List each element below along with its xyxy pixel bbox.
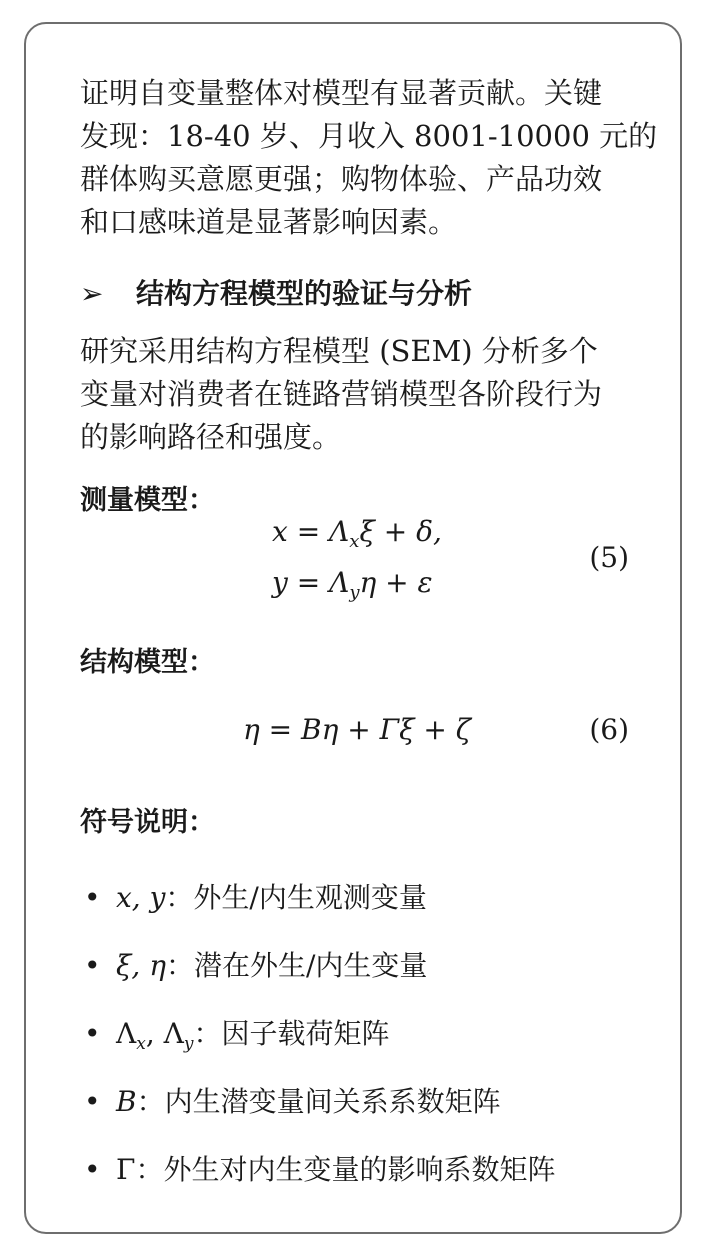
list-item <box>80 946 640 1014</box>
description-line: 变量对消费者在链路营销模型各阶段行为 <box>80 377 603 411</box>
bullet-icon: • <box>84 1085 101 1118</box>
symbol-sub: y <box>183 1034 194 1054</box>
eq1-tail: ξ + δ, <box>359 515 442 548</box>
section-heading <box>80 272 472 312</box>
symbol: x, y <box>116 881 166 914</box>
symbol: Γ <box>116 1153 136 1186</box>
intro-line: 发现：18-40 岁、月收入 8001-10000 元的 <box>80 119 658 153</box>
intro-line: 群体购买意愿更强；购物体验、产品功效 <box>80 162 603 196</box>
intro-paragraph <box>80 72 658 244</box>
bullet-icon: • <box>84 1153 101 1186</box>
description-paragraph <box>80 330 632 459</box>
symbol-mid: , Λ <box>145 1017 184 1050</box>
measurement-model-heading: 测量模型： <box>80 485 215 516</box>
symbol-desc: ：因子载荷矩阵 <box>193 1017 390 1050</box>
equation-number-5: (5) <box>589 541 629 574</box>
equation-number-6: (6) <box>589 713 629 746</box>
measurement-equation-x <box>272 515 442 552</box>
symbol-sub: x <box>136 1034 146 1054</box>
bullet-icon: • <box>84 1017 101 1050</box>
eq2-tail: η + ε <box>359 566 433 599</box>
eq2-main: y = Λ <box>272 566 350 599</box>
section-title: 结构方程模型的验证与分析 <box>136 277 473 310</box>
measurement-equation-y <box>272 566 433 603</box>
description-line: 的影响路径和强度。 <box>80 420 342 454</box>
list-item <box>80 1014 640 1082</box>
symbols-heading: 符号说明： <box>80 807 215 838</box>
eq2-sub: y <box>349 582 360 603</box>
symbol: ξ, η <box>116 949 166 982</box>
bullet-icon: • <box>84 881 101 914</box>
structural-equation <box>243 713 471 746</box>
eq1-main: x = Λ <box>272 515 350 548</box>
symbol-legend-list <box>80 878 640 1218</box>
symbol-desc: ：外生/内生观测变量 <box>165 881 427 914</box>
list-item <box>80 878 640 946</box>
structural-model-heading: 结构模型： <box>80 647 215 678</box>
symbol-desc: ：潜在外生/内生变量 <box>166 949 428 982</box>
symbol <box>116 1017 194 1054</box>
symbol-desc: ：内生潜变量间关系系数矩阵 <box>136 1085 501 1118</box>
arrow-marker-icon: ➢ <box>80 277 104 310</box>
symbol: B <box>116 1085 137 1118</box>
list-item <box>80 1082 640 1150</box>
description-line: 研究采用结构方程模型 (SEM) 分析多个 <box>80 334 598 368</box>
eq1-sub: x <box>349 531 360 552</box>
structural-eq-text: η = Bη + Γξ + ζ <box>243 713 471 746</box>
list-item <box>80 1150 640 1218</box>
symbol-lambda: Λ <box>116 1017 137 1050</box>
bullet-icon: • <box>84 949 101 982</box>
intro-line: 证明自变量整体对模型有显著贡献。关键 <box>80 76 603 110</box>
intro-line: 和口感味道是显著影响因素。 <box>80 205 458 239</box>
symbol-desc: ：外生对内生变量的影响系数矩阵 <box>135 1153 556 1186</box>
